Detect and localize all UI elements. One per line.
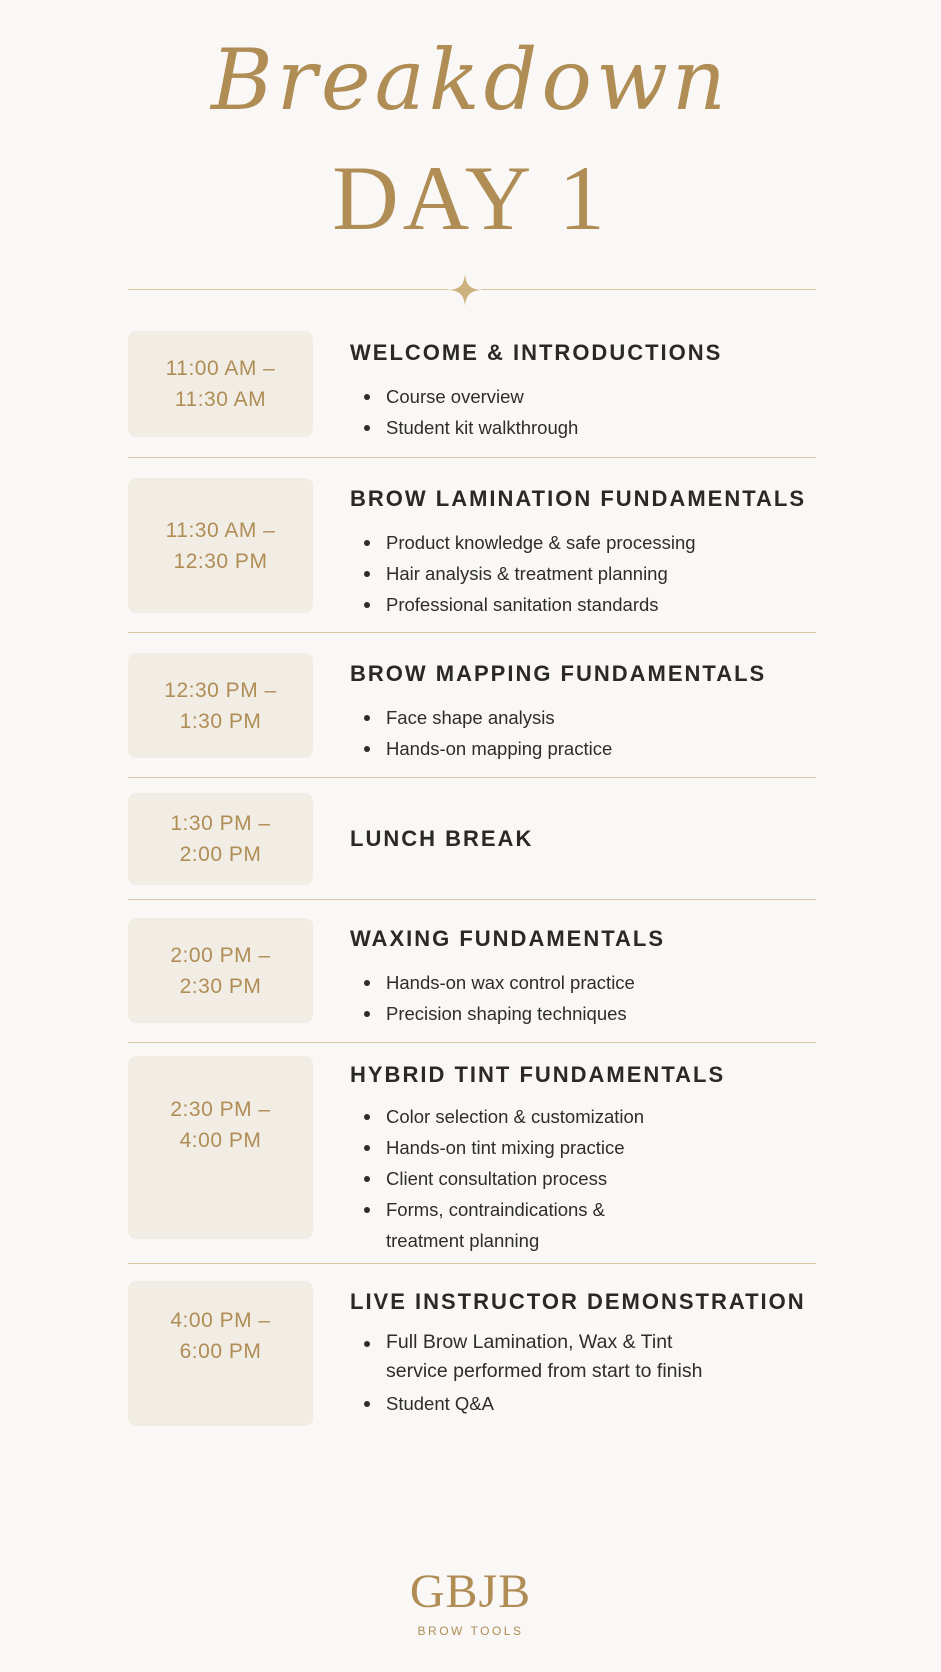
time-end: 2:00 PM — [179, 843, 262, 866]
time-range — [164, 675, 276, 737]
brand-tagline: BROW TOOLS — [417, 1624, 524, 1638]
session-title: BROW LAMINATION FUNDAMENTALS — [350, 486, 807, 511]
bullet-item: Face shape analysis — [350, 702, 810, 733]
row-divider — [128, 632, 816, 633]
session-title: BROW MAPPING FUNDAMENTALS — [350, 661, 767, 686]
session-title: LIVE INSTRUCTOR DEMONSTRATION — [350, 1289, 806, 1314]
time-start: 4:00 PM – — [170, 1309, 271, 1332]
time-range — [166, 353, 276, 415]
bullet-list — [350, 1101, 650, 1256]
bullet-list — [350, 381, 810, 443]
time-box — [128, 478, 313, 613]
time-range — [170, 940, 270, 1002]
row-divider — [128, 1042, 816, 1043]
time-end: 4:00 PM — [179, 1129, 262, 1152]
bullet-item: Precision shaping techniques — [350, 998, 810, 1029]
time-box — [128, 1056, 313, 1239]
time-start: 1:30 PM – — [170, 812, 271, 835]
time-start: 2:00 PM – — [170, 943, 271, 967]
time-end: 12:30 PM — [173, 549, 268, 573]
time-range — [170, 808, 270, 870]
bullet-item: Professional sanitation standards — [350, 589, 810, 620]
bullet-list — [350, 527, 810, 620]
bullet-item: Forms, contraindications & treatment planning — [350, 1194, 650, 1256]
schedule-row — [128, 653, 816, 758]
bullet-item: Hands-on wax control practice — [350, 967, 810, 998]
session-content — [350, 1061, 726, 1256]
schedule-row — [128, 1056, 816, 1251]
time-box — [128, 331, 313, 437]
bullet-item: Hair analysis & treatment planning — [350, 558, 810, 589]
bullet-list — [350, 967, 810, 1029]
row-divider — [128, 1263, 816, 1264]
day-title: DAY 1 — [332, 147, 609, 249]
time-end: 6:00 PM — [179, 1340, 262, 1363]
time-range — [170, 1094, 270, 1156]
bullet-item: Student kit walkthrough — [350, 412, 810, 443]
session-content — [350, 925, 810, 1029]
time-box — [128, 1281, 313, 1426]
bullet-item: Color selection & customization — [350, 1101, 650, 1132]
time-box — [128, 653, 313, 758]
session-title: LUNCH BREAK — [350, 826, 534, 851]
session-content — [350, 485, 810, 620]
time-box — [128, 918, 313, 1023]
four-point-star-icon — [447, 272, 483, 308]
bullet-item: Client consultation process — [350, 1163, 650, 1194]
time-box — [128, 793, 313, 885]
script-title: Breakdown — [211, 31, 730, 129]
time-start: 11:00 AM – — [165, 357, 276, 380]
session-title: WAXING FUNDAMENTALS — [350, 926, 666, 951]
brand-logo: GBJB — [409, 1565, 532, 1618]
time-end: 11:30 AM — [174, 388, 267, 411]
row-divider — [128, 777, 816, 778]
bullet-list — [350, 1328, 720, 1419]
schedule-row — [128, 478, 816, 613]
time-end: 1:30 PM — [179, 709, 262, 733]
row-divider — [128, 457, 816, 458]
schedule-row — [128, 331, 816, 437]
session-content — [350, 660, 810, 764]
bullet-item: Product knowledge & safe processing — [350, 527, 810, 558]
bullet-item: Student Q&A — [350, 1388, 720, 1419]
time-range — [170, 1305, 270, 1367]
time-start: 11:30 AM – — [165, 518, 276, 542]
session-title: HYBRID TINT FUNDAMENTALS — [350, 1062, 726, 1087]
bullet-item: Hands-on mapping practice — [350, 733, 810, 764]
bullet-list — [350, 702, 810, 764]
session-content — [350, 825, 810, 853]
row-divider — [128, 899, 816, 900]
bullet-item: Full Brow Lamination, Wax & Tint service performed from start to finish — [350, 1328, 720, 1386]
time-range — [166, 515, 276, 577]
schedule-row — [128, 1281, 816, 1426]
session-title: WELCOME & INTRODUCTIONS — [350, 340, 723, 365]
time-start: 2:30 PM – — [170, 1098, 271, 1121]
session-content — [350, 1288, 806, 1419]
time-start: 12:30 PM – — [164, 678, 277, 702]
schedule-row — [128, 793, 816, 885]
time-end: 2:30 PM — [179, 974, 262, 998]
session-content — [350, 339, 810, 443]
bullet-item: Hands-on tint mixing practice — [350, 1132, 650, 1163]
bullet-item: Course overview — [350, 381, 810, 412]
schedule-row — [128, 918, 816, 1023]
